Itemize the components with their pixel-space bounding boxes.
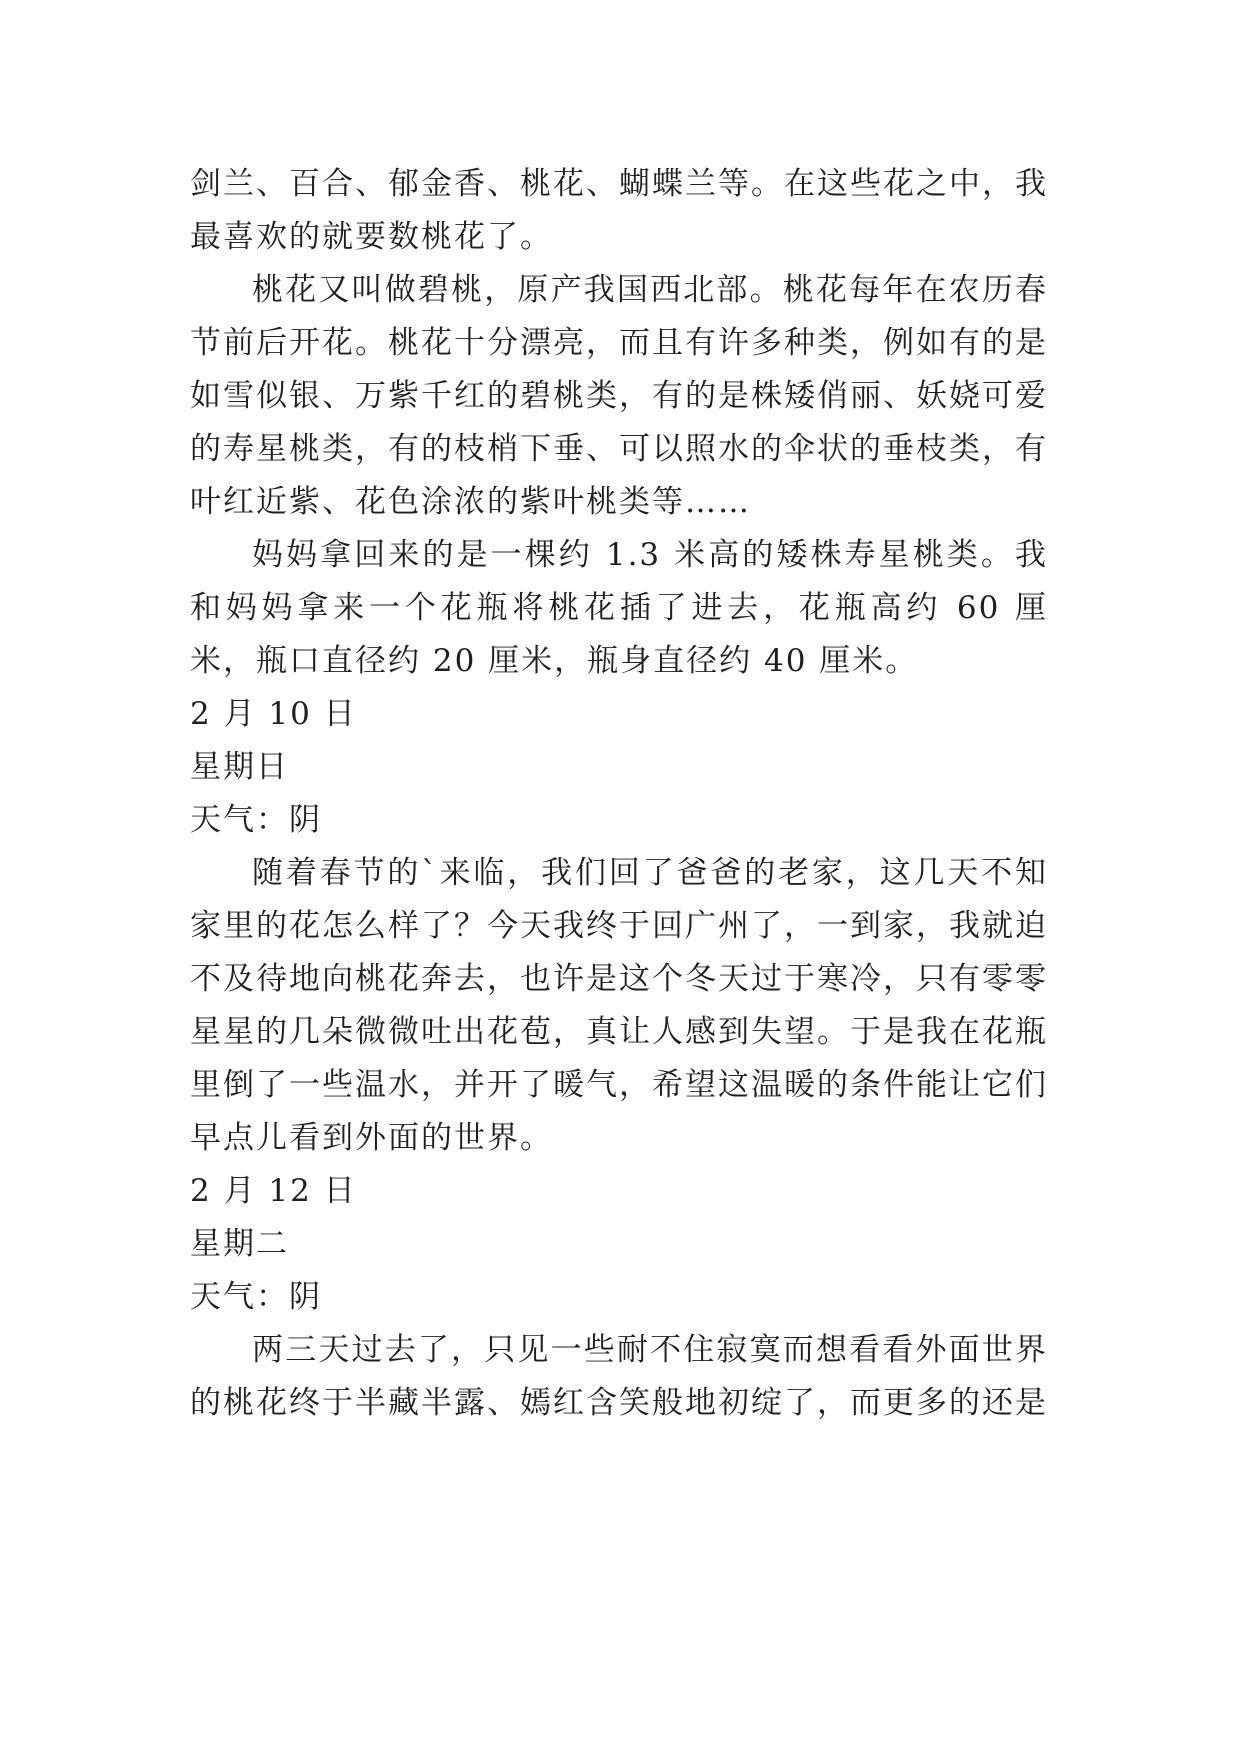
diary-weather: 天气：阴: [190, 802, 322, 838]
document-body: [190, 158, 1048, 1430]
diary-weekday: 星期二: [190, 1226, 289, 1262]
paragraph-flower-list: 剑兰、百合、郁金香、桃花、蝴蝶兰等。在这些花之中，我最喜欢的就要数桃花了。: [190, 166, 1048, 255]
paragraph-back-home: 随着春节的`来临，我们回了爸爸的老家，这几天不知家里的花怎么样了？今天我终于回广州了，一到家，我就迫不及待地向桃花奔去，也许是这个冬天过于寒冷，只有零零星星的几朵微微吐出花苞，真让人感到失望。于是我在花瓶里倒了一些温水，并开了暖气，希望这温暖的条件能让它们早点儿看到外面的世界。: [190, 855, 1048, 1156]
paragraph-peach-vase: 妈妈拿回来的是一棵约 1.3 米高的矮株寿星桃类。我和妈妈拿来一个花瓶将桃花插了进去，花瓶高约 60 厘米，瓶口直径约 20 厘米，瓶身直径约 40 厘米。: [190, 537, 1048, 679]
diary-date: 2 月 10 日: [190, 696, 357, 732]
paragraph-peach-intro: 桃花又叫做碧桃，原产我国西北部。桃花每年在农历春节前后开花。桃花十分漂亮，而且有许多种类，例如有的是如雪似银、万紫千红的碧桃类，有的是株矮俏丽、妖娆可爱的寿星桃类，有的枝梢下垂、可以照水的伞状的垂枝类，有叶红近紫、花色涂浓的紫叶桃类等……: [190, 272, 1048, 520]
diary-weekday: 星期日: [190, 749, 289, 785]
diary-weather: 天气：阴: [190, 1279, 322, 1315]
paragraph-first-bloom: 两三天过去了，只见一些耐不住寂寞而想看看外面世界的桃花终于半藏半露、嫣红含笑般地初绽了，而更多的还是: [190, 1332, 1048, 1421]
diary-date: 2 月 12 日: [190, 1173, 357, 1209]
